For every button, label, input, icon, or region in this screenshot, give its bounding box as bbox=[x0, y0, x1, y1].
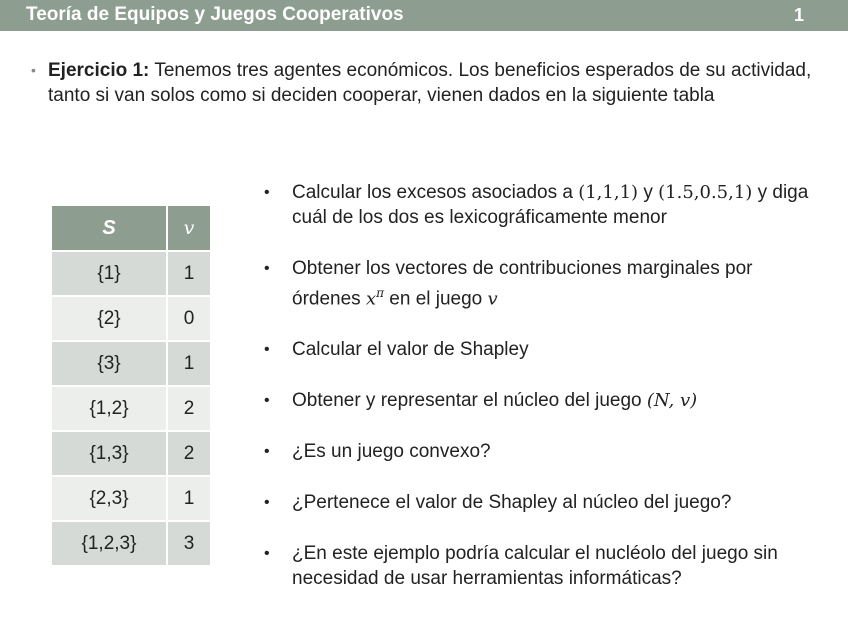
task-item-shapley bbox=[264, 337, 824, 362]
bullet-icon: • bbox=[264, 443, 270, 461]
task-text: Calcular los excesos asociados a bbox=[292, 182, 579, 203]
table-row bbox=[51, 251, 211, 296]
table-row bbox=[51, 521, 211, 566]
math-superscript: π bbox=[376, 286, 384, 300]
task-item-nucleolus bbox=[264, 541, 824, 591]
task-text: y bbox=[638, 182, 659, 203]
value-cell: 2 bbox=[167, 431, 211, 476]
value-cell: 1 bbox=[167, 341, 211, 386]
table-row bbox=[51, 341, 211, 386]
math-vector: (1.5,0.5,1) bbox=[658, 182, 753, 203]
coalition-cell: {2,3} bbox=[51, 476, 167, 521]
exercise-label: Ejercicio 1: bbox=[48, 60, 150, 81]
bullet-icon: • bbox=[264, 392, 270, 410]
coalition-cell: {1} bbox=[51, 251, 167, 296]
coalition-cell: {1,3} bbox=[51, 431, 167, 476]
table-row bbox=[51, 431, 211, 476]
exercise-text: Tenemos tres agentes económicos. Los beneficios esperados de su actividad, tanto si van solos como si deciden cooperar, vienen dados en la siguiente tabla bbox=[48, 60, 812, 106]
task-text: Obtener los vectores de contribuciones marginales por órdenes bbox=[292, 258, 753, 310]
table-row bbox=[51, 296, 211, 341]
task-text: ¿Pertenece el valor de Shapley al núcleo del juego? bbox=[292, 492, 732, 514]
page-number: 1 bbox=[793, 5, 804, 25]
math-symbol: v bbox=[487, 288, 498, 310]
task-text: y diga cuál de los dos es lexicográficamente menor bbox=[292, 182, 809, 228]
value-cell: 1 bbox=[167, 476, 211, 521]
value-cell: 0 bbox=[167, 296, 211, 341]
task-text: Obtener y representar el núcleo del juego bbox=[292, 390, 647, 412]
coalition-value-table bbox=[50, 204, 212, 567]
task-text: ¿En este ejemplo podría calcular el nucléolo del juego sin necesidad de usar herramientas informáticas? bbox=[292, 543, 778, 590]
bullet-icon: • bbox=[264, 260, 270, 277]
math-vector: (1,1,1) bbox=[578, 182, 639, 203]
bullet-icon: • bbox=[31, 62, 36, 78]
slide-title: Teoría de Equipos y Juegos Cooperativos bbox=[26, 4, 404, 25]
coalition-cell: {1,2,3} bbox=[51, 521, 167, 566]
task-text: en el juego bbox=[384, 288, 488, 310]
value-cell: 2 bbox=[167, 386, 211, 431]
task-list bbox=[264, 180, 824, 591]
bullet-icon: • bbox=[264, 184, 270, 201]
table-header-row bbox=[51, 205, 211, 251]
coalition-cell: {2} bbox=[51, 296, 167, 341]
task-text: Calcular el valor de Shapley bbox=[292, 339, 529, 361]
math-symbol: x bbox=[365, 288, 377, 310]
value-cell: 1 bbox=[167, 251, 211, 296]
table-row bbox=[51, 386, 211, 431]
exercise-intro bbox=[31, 58, 818, 108]
table-row bbox=[51, 476, 211, 521]
task-item-shapley-in-core bbox=[264, 490, 824, 515]
task-item-marginal-vectors bbox=[264, 256, 824, 311]
task-item-excesses bbox=[264, 180, 824, 230]
task-text: ¿Es un juego convexo? bbox=[292, 441, 491, 463]
task-item-core bbox=[264, 388, 824, 413]
bullet-icon: • bbox=[264, 545, 270, 563]
column-header-s: S bbox=[51, 205, 167, 251]
task-item-convex bbox=[264, 439, 824, 464]
value-cell: 3 bbox=[167, 521, 211, 566]
coalition-cell: {3} bbox=[51, 341, 167, 386]
coalition-cell: {1,2} bbox=[51, 386, 167, 431]
math-symbol: (N, v) bbox=[646, 390, 698, 412]
column-header-v: v bbox=[167, 205, 211, 251]
slide-header bbox=[0, 0, 848, 31]
bullet-icon: • bbox=[264, 341, 270, 359]
bullet-icon: • bbox=[264, 494, 270, 512]
